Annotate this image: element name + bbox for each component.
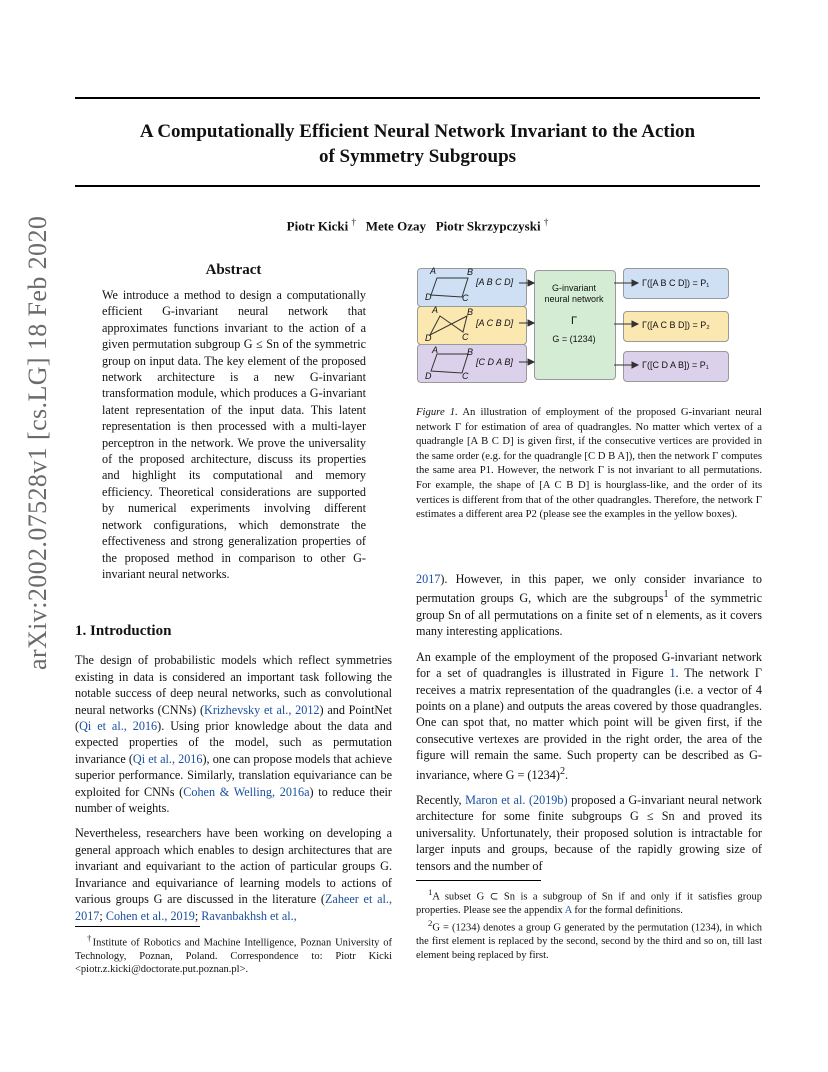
right-paragraph-3: Recently, Maron et al. (2019b) proposed a G-invariant neural network architecture for some finite subgroups G ≤ Sn and proved its universality. Unfortunately, their proposed solution is intractable for larger inputs and groups, because of the rapidly growing size of tensors and the number of <box>416 793 763 873</box>
intro-paragraph-1: The design of probabilistic models which reflect symmetries existing in data is considered an important task following the notable success of deep neural networks, such as convolutional neural networks (CNNs) (Krizhevsky et al., 2012) and PointNet (Qi et al., 2016). Using prior knowledge about the data and expected properties of the model, such as permutation invariance (Qi et al., 2016), one can propose models that achieve superior performance. Similarly, translation equivariance can be exploited for CNNs (Cohen & Welling, 2016a) to reduce their number of weights. <box>75 653 392 816</box>
citation-link[interactable]: Cohen & Welling, 2016a <box>183 784 310 799</box>
figure-caption: Figure 1. An illustration of employment of the proposed G-invariant neural network Γ for estimation of area of quadrangles. No matter which vertex of a quadrangle [A B C D] is given first, if the consecutive vertices are provided in the same order (e.g. for the quadrangle [C D B A]), then the network Γ computes the same area P1. However, the network Γ is not invariant to all permutations. For example, the shape of [A C B D] is hourglass-like, and the order of its vertices is different from that of the other quadrangles. Therefore, the network Γ estimates a different area P2 (please see the examples in the yellow boxes). <box>416 406 762 521</box>
vertex-label: C <box>462 371 469 381</box>
vertex-label: A <box>432 305 439 315</box>
vertex-label: B <box>467 307 474 317</box>
footnote-2: $^2$G = (1234) denotes a group G generated by the permutation (1234), in which the first element is replaced by the second, second by the third and so on, till last element being replaced by first. <box>416 918 762 961</box>
citation-link[interactable]: Cohen et al., 2019 <box>105 908 195 923</box>
input-order-label: [C D A B] <box>476 357 513 367</box>
bottom-rule <box>75 185 760 187</box>
citation-link[interactable]: Maron et al. (2019b) <box>465 793 568 807</box>
vertex-label: D <box>425 333 432 343</box>
footnote-mark[interactable]: 1 <box>663 589 669 601</box>
arxiv-identifier: arXiv:2002.07528v1 [cs.LG] 18 Feb 2020 <box>23 215 52 670</box>
vertex-label: A <box>430 266 437 276</box>
intro-paragraph-2: Nevertheless, researchers have been working on developing a general approach which enables to design architectures that are invariant and equivariant to the action of particular groups G. Invariance and equivariance of learning models to actions of various groups G are discussed in the literature (Zaheer et al., 2017; Cohen et al., 2019; Ravanbakhsh et al., <box>75 826 393 923</box>
citation-link[interactable]: 2017 <box>416 572 441 586</box>
output-area-label: Γ([C D A B]) = P₁ <box>642 360 709 370</box>
title-line-1: A Computationally Efficient Neural Network Invariant to the Action <box>139 121 696 142</box>
footnote-rule <box>75 926 200 927</box>
citation-link[interactable]: Qi et al., 2016 <box>132 751 203 766</box>
citation-link[interactable]: Krizhevsky et al., 2012 <box>204 702 320 717</box>
vertex-label: A <box>432 345 439 355</box>
citation-link[interactable]: Ravanbakhsh et al., <box>201 908 297 923</box>
abstract-text: We introduce a method to design a computationally efficient G-invariant neural network that approximates functions invariant to the action of a given permutation subgroup G ≤ Sn of the symmetric group on input data. The key element of the proposed network architecture is a new G-invariant transformation module, which produces a G-invariant latent representation of the input data. This latent representation is then processed with a multi-layer perceptron in the network. We prove the universality of the proposed architecture, discuss its properties and highlight its computational and memory efficiency. Theoretical considerations are supported by numerical experiments involving different network configurations, which demonstrate the effectiveness and strong generalization properties of the proposed method in comparison to other G-invariant neural networks. <box>102 288 366 581</box>
affiliation-mark: † <box>543 217 549 227</box>
figure-reference-link[interactable]: 1 <box>669 666 676 681</box>
input-order-label: [A C B D] <box>476 318 514 328</box>
output-area-label: Γ([A B C D]) = P₁ <box>642 278 710 288</box>
network-label: G-invariant <box>551 283 596 293</box>
introduction-section <box>75 623 392 924</box>
top-rule <box>75 97 760 99</box>
vertex-label: B <box>467 267 474 277</box>
author-name: Piotr Skrzypczyski <box>435 218 541 234</box>
appendix-link[interactable]: A <box>564 904 572 916</box>
affiliation-mark: † <box>351 217 356 227</box>
right-paragraph-2: An example of the employment of the proposed G-invariant network for a set of quadrangles is illustrated in Figure 1. The network Γ receives a matrix representation of the quadrangles (i.e. a vector of 4 points on a plane) and outputs the areas covered by those quadrangles. One can spot that, no matter which point will be given first, if the consecutive vertexes are provided in the right order, the area of the figure will remain the same. Such property can be described as G-invariance, where $G = (1234)^2$. <box>416 649 762 782</box>
author-name: Mete Ozay <box>365 218 426 234</box>
right-column-text <box>416 571 762 874</box>
output-area-label: Γ([A C B D]) = P₂ <box>642 320 710 330</box>
vertex-label: D <box>425 371 432 381</box>
vertex-label: D <box>425 292 432 302</box>
vertex-label: B <box>467 347 474 357</box>
author-name: Piotr Kicki <box>286 218 349 234</box>
right-paragraph-1: 2017). However, in this paper, we only consider invariance to permutation groups G, which are the subgroups$^1$ of the symmetric group Sn of all permutations on a finite set of n elements, as it covers many interesting applications. <box>416 572 762 639</box>
right-footnotes <box>416 886 762 962</box>
section-heading: 1. Introduction <box>75 623 172 639</box>
vertex-label: C <box>462 332 469 342</box>
footnote-rule <box>416 880 541 881</box>
network-label: neural network <box>544 294 604 304</box>
footnote-1: $^1$A subset G ⊂ Sn is a subgroup of Sn if and only if it satisfies group properties. Please see the appendix A for the formal definitions. <box>416 887 762 916</box>
author-list <box>75 217 760 234</box>
citation-link[interactable]: Qi et al., 2016 <box>79 719 158 734</box>
vertex-label: C <box>462 293 469 303</box>
title-line-2: of Symmetry Subgroups <box>318 146 517 167</box>
citation-link[interactable]: Zaheer et al., 2017 <box>75 892 393 923</box>
affiliation-footnote: †Institute of Robotics and Machine Intelligence, Poznan University of Technology, Poznan, Poland. Correspondence to: Piotr Kicki <piotr.z.kicki@doctorate.put.poznan.pl>. <box>75 933 392 976</box>
gamma-symbol: Γ <box>570 315 578 327</box>
group-label: G = (1234) <box>552 334 596 344</box>
abstract-heading: Abstract <box>205 262 262 278</box>
footnote-mark[interactable]: 2 <box>559 765 566 777</box>
input-order-label: [A B C D] <box>476 277 514 287</box>
paper-title <box>75 119 760 169</box>
figure-1-diagram <box>412 262 762 394</box>
